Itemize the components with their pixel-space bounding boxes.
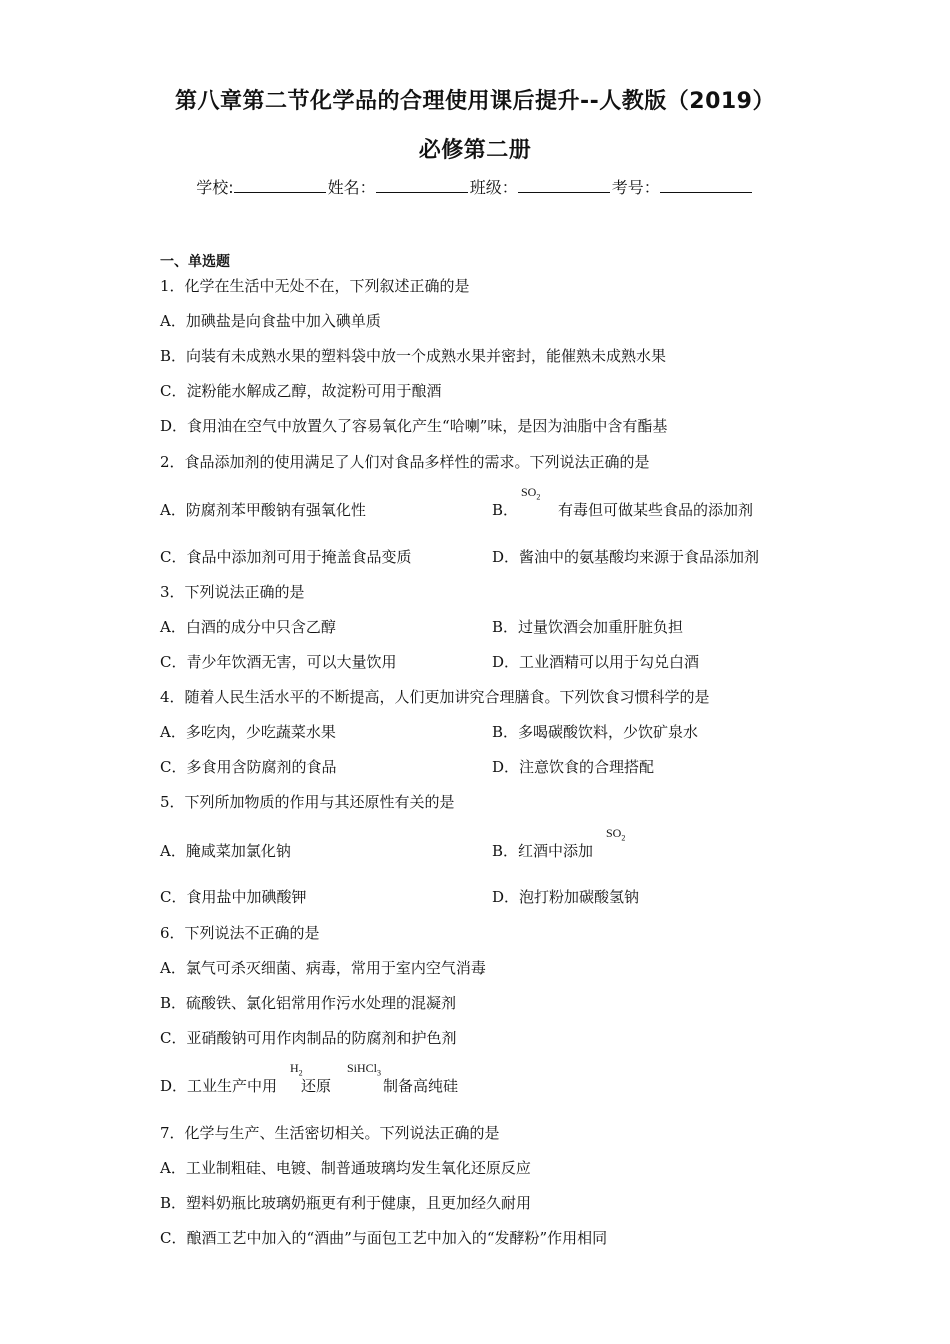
school-label: 学校: [196,178,234,197]
q6-h2-formula: $H_2$ [290,1061,303,1078]
q3-option-b: B．过量饮酒会加重肝脏负担 [492,618,684,636]
q6-option-d-part2: 还原 [301,1077,332,1095]
q5-option-d: D．泡打粉加碳酸氢钠 [492,888,640,906]
q2-option-d: D．酱油中的氨基酸均来源于食品添加剂 [492,548,760,566]
q6-option-d [160,1075,458,1096]
q6-sihcl3-formula: SiHCl$_3$ [347,1061,382,1078]
q4-option-b: B．多喝碳酸饮料，少饮矿泉水 [492,723,699,741]
class-blank [518,177,610,193]
page-subtitle: 必修第二册 [418,138,532,163]
page-title: 第八章第二节化学品的合理使用课后提升--人教版（2019） [175,89,775,114]
number-blank [660,177,752,193]
q6-option-d-part1: D．工业生产中用 [160,1077,278,1095]
q2-option-b-text: 有毒但可做某些食品的添加剂 [558,501,754,519]
number-label: 考号： [611,178,660,197]
q1-stem: 1．化学在生活中无处不在，下列叙述正确的是 [160,277,470,295]
q1-option-b: B．向装有未成熟水果的塑料袋中放一个成熟水果并密封，能催熟未成熟水果 [160,347,667,365]
q2-option-b-prefix: B． [492,501,519,519]
q7-option-c: C．酿酒工艺中加入的“酒曲”与面包工艺中加入的“发酵粉”作用相同 [160,1229,608,1247]
q6-stem: 6．下列说法不正确的是 [160,924,320,942]
section-heading: 一、单选题 [160,254,230,270]
q5-option-a: A．腌咸菜加氯化钠 [160,842,291,860]
name-label: 姓名： [327,178,376,197]
q5-option-b: B．红酒中添加 [492,842,594,860]
q7-stem: 7．化学与生产、生活密切相关。下列说法正确的是 [160,1124,500,1142]
q2-option-b [492,499,753,520]
school-blank [234,177,326,193]
q1-option-c: C．淀粉能水解成乙醇，故淀粉可用于酿酒 [160,382,442,400]
q7-option-a: A．工业制粗硅、电镀、制普通玻璃均发生氧化还原反应 [160,1159,531,1177]
q4-stem: 4．随着人民生活水平的不断提高，人们更加讲究合理膳食。下列饮食习惯科学的是 [160,688,710,706]
q3-stem: 3．下列说法正确的是 [160,583,305,601]
q2-stem: 2．食品添加剂的使用满足了人们对食品多样性的需求。下列说法正确的是 [160,453,650,471]
q4-option-d: D．注意饮食的合理搭配 [492,758,655,776]
q5-so2-formula: $SO_2$ [606,826,626,843]
q6-option-d-part3: 制备高纯硅 [383,1077,459,1095]
q3-option-d: D．工业酒精可以用于勾兑白酒 [492,653,700,671]
q6-option-c: C．亚硝酸钠可用作肉制品的防腐剂和护色剂 [160,1029,457,1047]
q4-option-c: C．多食用含防腐剂的食品 [160,758,337,776]
q1-option-d: D．食用油在空气中放置久了容易氧化产生“哈喇”味，是因为油脂中含有酯基 [160,417,668,435]
student-info-line [0,175,950,198]
q6-option-b: B．硫酸铁、氯化铝常用作污水处理的混凝剂 [160,994,457,1012]
name-blank [376,177,468,193]
class-label: 班级： [469,178,518,197]
q6-option-a: A．氯气可杀灭细菌、病毒，常用于室内空气消毒 [160,959,486,977]
q2-option-c: C．食品中添加剂可用于掩盖食品变质 [160,548,412,566]
q4-option-a: A．多吃肉，少吃蔬菜水果 [160,723,336,741]
q7-option-b: B．塑料奶瓶比玻璃奶瓶更有利于健康，且更加经久耐用 [160,1194,532,1212]
q5-option-c: C．食用盐中加碘酸钾 [160,888,307,906]
q2-option-a: A．防腐剂苯甲酸钠有强氧化性 [160,501,366,519]
q3-option-c: C．青少年饮酒无害，可以大量饮用 [160,653,397,671]
q5-stem: 5．下列所加物质的作用与其还原性有关的是 [160,793,455,811]
q2-so2-formula: $SO_2$ [521,485,541,502]
q1-option-a: A．加碘盐是向食盐中加入碘单质 [160,312,381,330]
q3-option-a: A．白酒的成分中只含乙醇 [160,618,336,636]
